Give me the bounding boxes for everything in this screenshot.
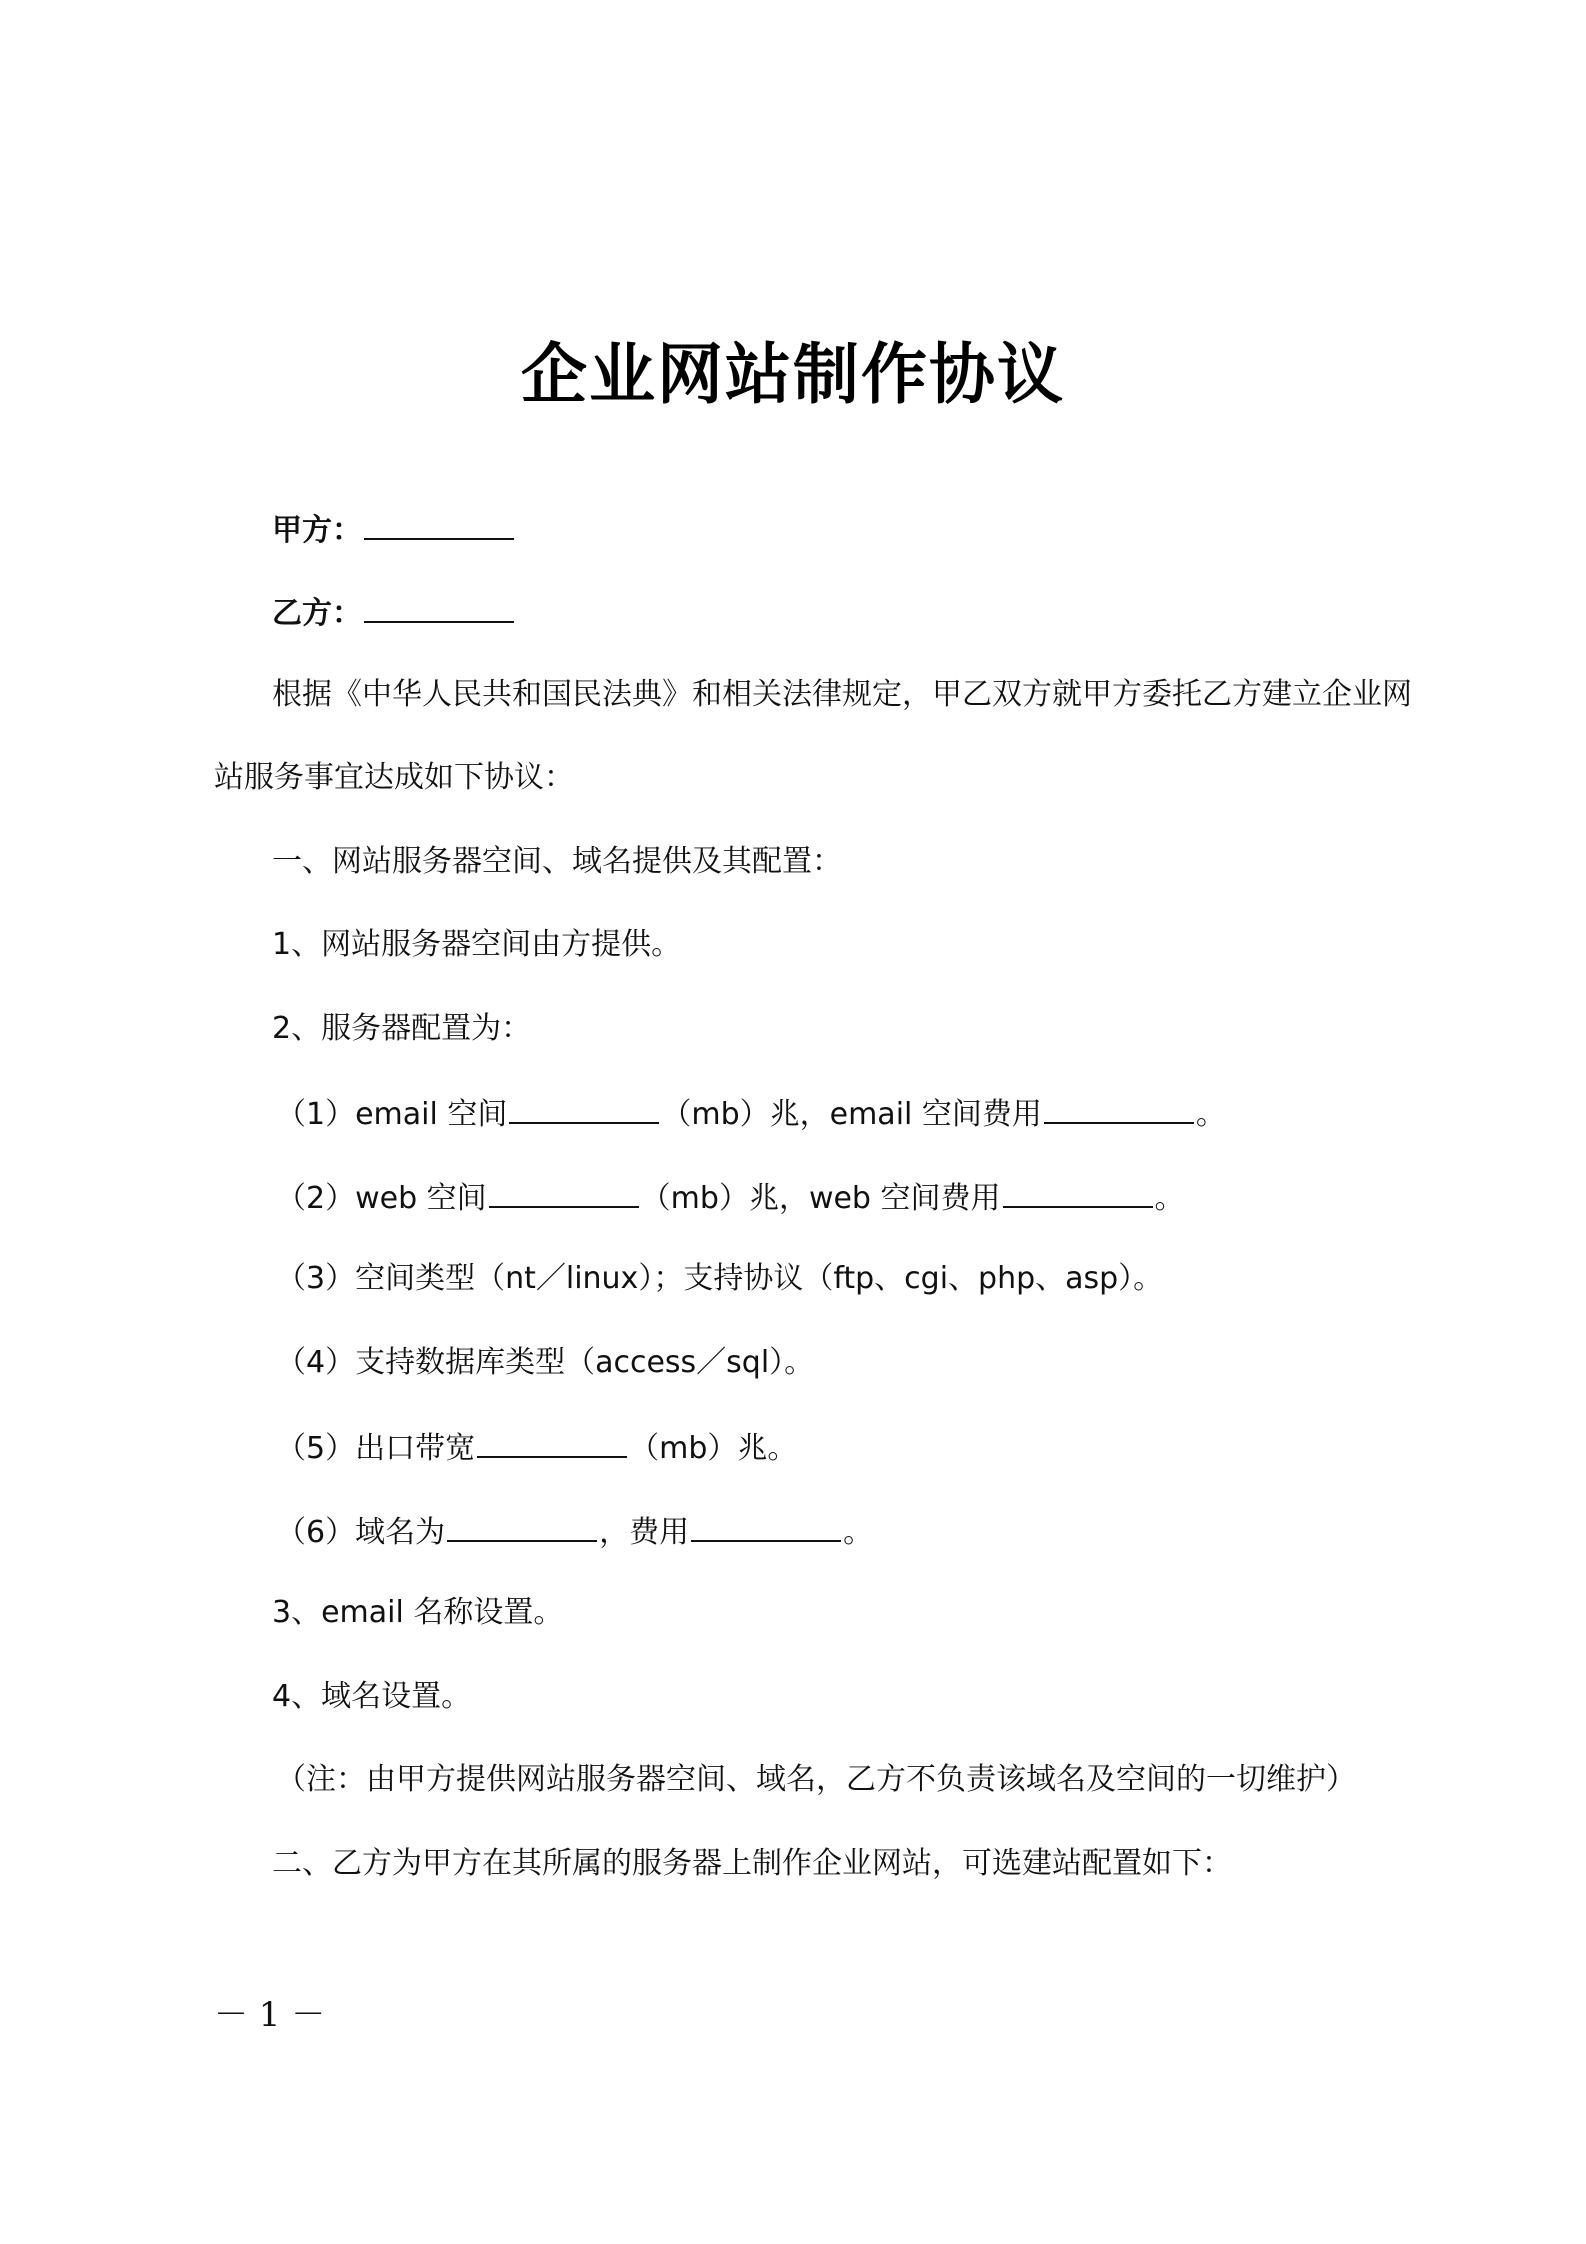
- item-1-mid: （mb）兆，email 空间费用: [661, 1097, 1042, 1132]
- party-a-label: 甲方：: [272, 513, 362, 548]
- clause-1-1: 1、网站服务器空间由方提供。: [272, 927, 682, 962]
- intro-line-2: 站服务事宜达成如下协议：: [214, 760, 574, 795]
- web-space-blank: [489, 1176, 639, 1208]
- domain-fee-blank: [691, 1510, 841, 1542]
- config-item-2: [276, 1176, 1185, 1219]
- item-5-end: （mb）兆。: [629, 1431, 798, 1466]
- config-item-5: [276, 1426, 797, 1469]
- item-2-mid: （mb）兆，web 空间费用: [640, 1181, 1001, 1216]
- clause-1-3: 3、email 名称设置。: [272, 1595, 564, 1630]
- item-5-prefix: （5）出口带宽: [276, 1431, 476, 1466]
- domain-name-blank: [447, 1510, 597, 1542]
- party-a-blank: [364, 508, 514, 540]
- item-6-mid: ，费用: [599, 1515, 690, 1550]
- party-b-line: [272, 591, 516, 634]
- page-number: － 1 －: [214, 1995, 326, 2035]
- item-1-end: 。: [1195, 1097, 1226, 1132]
- config-item-6: [276, 1510, 873, 1553]
- party-a-line: [272, 508, 516, 551]
- item-2-end: 。: [1154, 1181, 1185, 1216]
- note: （注：由甲方提供网站服务器空间、域名，乙方不负责该域名及空间的一切维护）: [276, 1762, 1356, 1797]
- item-2-prefix: （2）web 空间: [276, 1181, 487, 1216]
- config-item-3: （3）空间类型（nt／linux）；支持协议（ftp、cgi、php、asp）。: [276, 1261, 1164, 1296]
- section-2-heading: 二、乙方为甲方在其所属的服务器上制作企业网站，可选建站配置如下：: [272, 1846, 1232, 1881]
- web-fee-blank: [1003, 1176, 1153, 1208]
- item-1-prefix: （1）email 空间: [276, 1097, 508, 1132]
- party-b-blank: [364, 591, 514, 623]
- email-fee-blank: [1044, 1092, 1194, 1124]
- document-title: 企业网站制作协议: [521, 336, 1065, 413]
- config-item-1: [276, 1092, 1226, 1135]
- party-b-label: 乙方：: [272, 596, 362, 631]
- clause-1-2: 2、服务器配置为：: [272, 1011, 532, 1046]
- item-6-end: 。: [843, 1515, 874, 1550]
- bandwidth-blank: [477, 1426, 627, 1458]
- clause-1-4: 4、域名设置。: [272, 1679, 472, 1714]
- email-space-blank: [509, 1092, 659, 1124]
- intro-line-1: 根据《中华人民共和国民法典》和相关法律规定，甲乙双方就甲方委托乙方建立企业网: [272, 677, 1412, 712]
- section-1-heading: 一、网站服务器空间、域名提供及其配置：: [272, 844, 842, 879]
- config-item-4: （4）支持数据库类型（access／sql）。: [276, 1345, 815, 1380]
- item-6-prefix: （6）域名为: [276, 1515, 446, 1550]
